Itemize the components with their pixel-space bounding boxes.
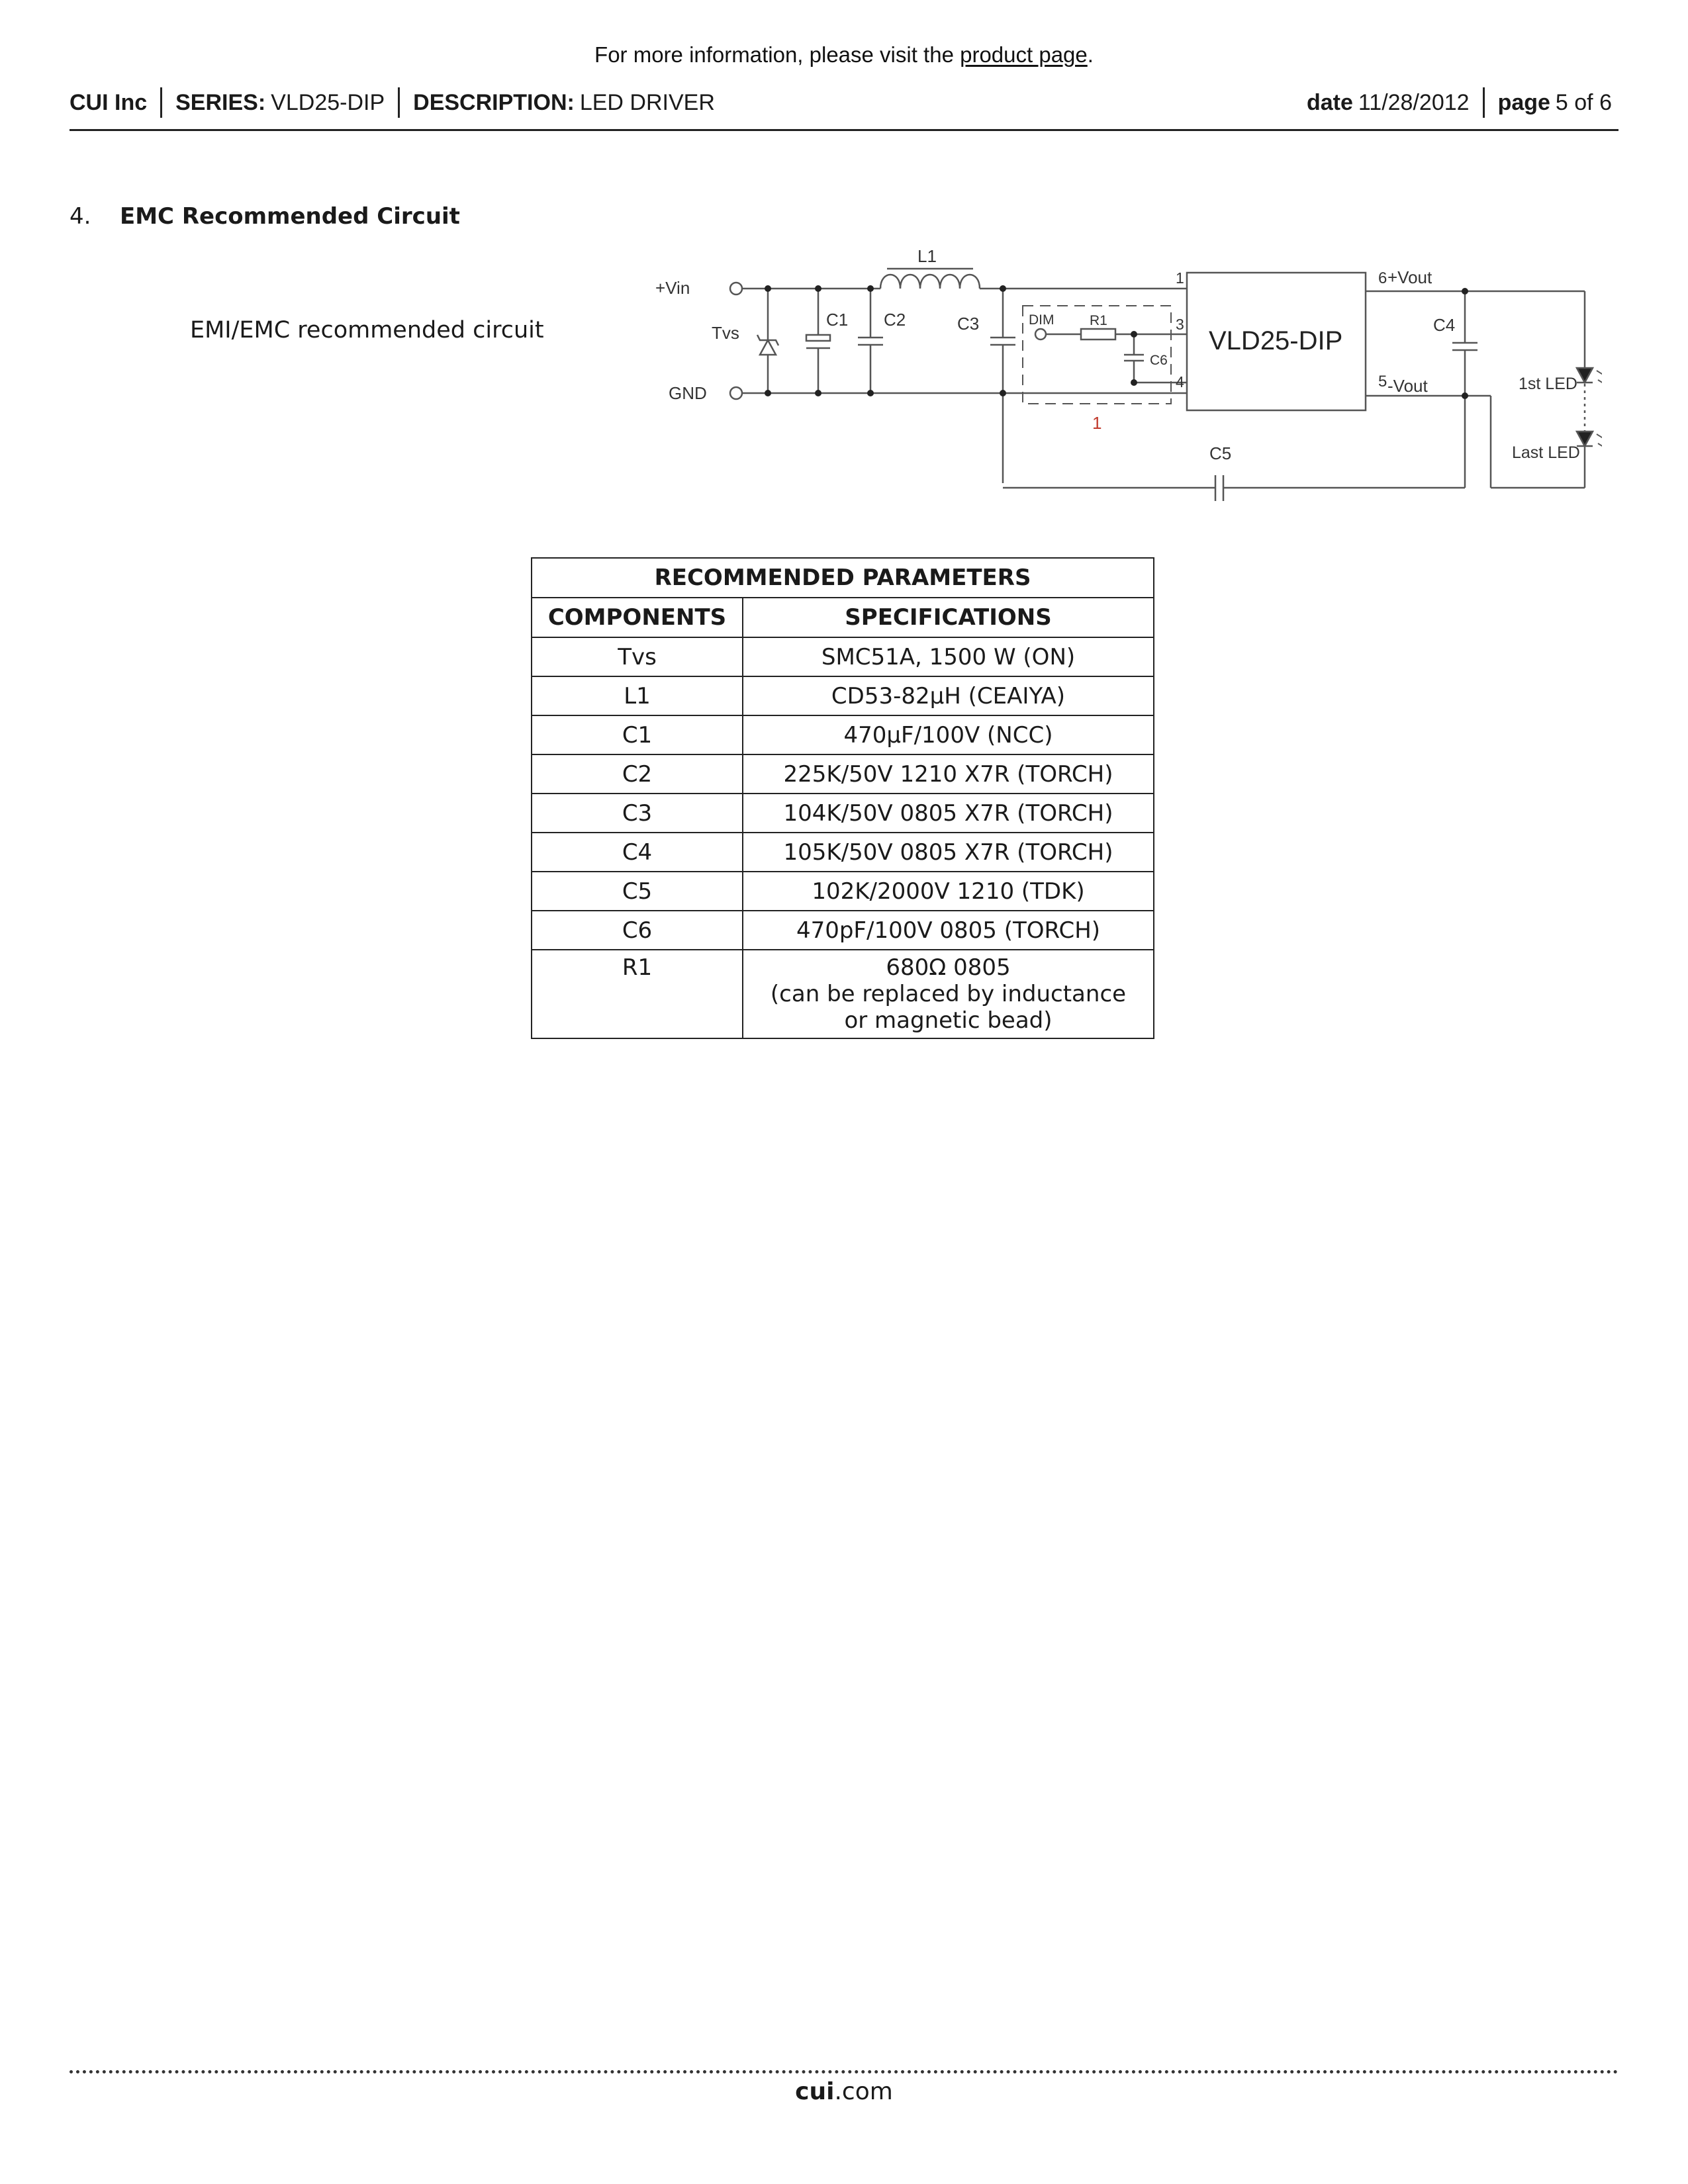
spec-cell	[743, 950, 1154, 1038]
led-emission-icon	[1597, 434, 1602, 450]
junction-dot	[867, 285, 874, 292]
recommended-parameters-table	[531, 557, 1154, 1039]
component-cell: Tvs	[532, 637, 743, 676]
spec-cell: SMC51A, 1500 W (ON)	[743, 637, 1154, 676]
c1-capacitor	[806, 335, 830, 341]
c1-label: C1	[826, 310, 849, 330]
description-value: LED DRIVER	[579, 89, 715, 115]
component-cell: C6	[532, 911, 743, 950]
header-left	[70, 87, 715, 118]
table-row	[532, 715, 1154, 754]
last-led-label: Last LED	[1512, 443, 1580, 462]
vout-neg-label: -Vout	[1387, 376, 1428, 396]
table-row	[532, 794, 1154, 833]
page-value: 5 of 6	[1555, 89, 1612, 115]
spec-cell: 470pF/100V 0805 (TORCH)	[743, 911, 1154, 950]
component-cell: L1	[532, 676, 743, 715]
emc-circuit-diagram	[649, 242, 1602, 520]
junction-dot	[1131, 379, 1137, 386]
pin-3-label: 3	[1176, 316, 1184, 333]
pin-4-label: 4	[1176, 373, 1184, 390]
gnd-terminal	[730, 387, 742, 399]
header-divider	[398, 87, 400, 118]
circuit-caption: EMI/EMC recommended circuit	[190, 317, 544, 343]
junction-dot	[1462, 392, 1468, 399]
section-number: 4.	[70, 203, 91, 230]
gnd-label: GND	[669, 383, 707, 403]
tvs-diode-symbol	[760, 340, 776, 355]
table-row	[532, 911, 1154, 950]
pin-1-label: 1	[1176, 269, 1184, 287]
r1-resistor	[1081, 329, 1115, 340]
spec-cell: CD53-82μH (CEAIYA)	[743, 676, 1154, 715]
description-label: DESCRIPTION:	[413, 89, 575, 115]
junction-dot	[1462, 288, 1468, 295]
component-cell: C4	[532, 833, 743, 872]
header-rule	[70, 129, 1618, 131]
spec-cell: 105K/50V 0805 X7R (TORCH)	[743, 833, 1154, 872]
component-cell: R1	[532, 950, 743, 1038]
date-label: date	[1306, 89, 1353, 115]
page-label: page	[1497, 89, 1550, 115]
dim-label: DIM	[1029, 312, 1055, 328]
junction-dot	[815, 285, 821, 292]
junction-dot	[765, 285, 771, 292]
c6-label: C6	[1150, 353, 1168, 368]
info-line	[0, 42, 1688, 68]
header-divider	[160, 87, 162, 118]
junction-dot	[765, 390, 771, 396]
col-specifications: SPECIFICATIONS	[743, 598, 1154, 637]
spec-line: 680Ω 0805	[886, 954, 1011, 981]
footer-brand: cui	[795, 2078, 835, 2105]
junction-dot	[1131, 331, 1137, 338]
footer-rule	[70, 2070, 1618, 2073]
series-value: VLD25-DIP	[271, 89, 385, 115]
junction-dot	[1000, 390, 1006, 396]
spec-line: or magnetic bead)	[844, 1007, 1053, 1034]
section-heading	[70, 203, 460, 230]
l1-inductor	[880, 275, 980, 289]
c4-label: C4	[1433, 315, 1456, 335]
table-row	[532, 754, 1154, 794]
table-row	[532, 637, 1154, 676]
company-name: CUI Inc	[70, 89, 148, 115]
header-divider	[1483, 87, 1485, 118]
l1-label: L1	[917, 246, 937, 266]
vout-pos-label: +Vout	[1387, 267, 1432, 287]
table-header-row	[532, 598, 1154, 637]
product-page-link[interactable]: product page	[960, 42, 1088, 67]
first-led-symbol	[1577, 368, 1593, 383]
junction-dot	[1000, 285, 1006, 292]
vin-terminal	[730, 283, 742, 295]
c3-label: C3	[957, 314, 980, 334]
footer-domain: .com	[834, 2078, 893, 2105]
c5-label: C5	[1209, 443, 1232, 463]
table-row	[532, 950, 1154, 1038]
module-label: VLD25-DIP	[1209, 326, 1343, 355]
table-title: RECOMMENDED PARAMETERS	[532, 558, 1154, 598]
pin-6-label: 6	[1378, 269, 1387, 287]
tvs-label: Tvs	[712, 323, 739, 343]
dimming-area-label: 1	[1092, 413, 1102, 433]
section-title: EMC Recommended Circuit	[120, 203, 460, 230]
col-components: COMPONENTS	[532, 598, 743, 637]
info-text: For more information, please visit the	[594, 42, 961, 67]
date-value: 11/28/2012	[1358, 89, 1470, 115]
spec-cell: 104K/50V 0805 X7R (TORCH)	[743, 794, 1154, 833]
table-row	[532, 676, 1154, 715]
page-header	[70, 87, 1618, 119]
footer	[0, 2078, 1688, 2105]
vin-label: +Vin	[655, 278, 690, 298]
pin-5-label: 5	[1378, 373, 1387, 390]
table-row	[532, 872, 1154, 911]
spec-cell: 470μF/100V (NCC)	[743, 715, 1154, 754]
dim-terminal	[1035, 329, 1046, 340]
component-cell: C3	[532, 794, 743, 833]
first-led-label: 1st LED	[1519, 375, 1577, 393]
component-cell: C2	[532, 754, 743, 794]
spec-cell: 225K/50V 1210 X7R (TORCH)	[743, 754, 1154, 794]
info-end: .	[1087, 42, 1094, 67]
c2-label: C2	[884, 310, 906, 330]
series-label: SERIES:	[175, 89, 266, 115]
table-title-row	[532, 558, 1154, 598]
header-right	[1307, 87, 1612, 118]
junction-dot	[867, 390, 874, 396]
table-row	[532, 833, 1154, 872]
component-cell: C1	[532, 715, 743, 754]
led-emission-icon	[1597, 371, 1602, 387]
spec-cell: 102K/2000V 1210 (TDK)	[743, 872, 1154, 911]
component-cell: C5	[532, 872, 743, 911]
r1-label: R1	[1090, 313, 1107, 328]
junction-dot	[815, 390, 821, 396]
spec-line: (can be replaced by inductance	[770, 981, 1127, 1007]
